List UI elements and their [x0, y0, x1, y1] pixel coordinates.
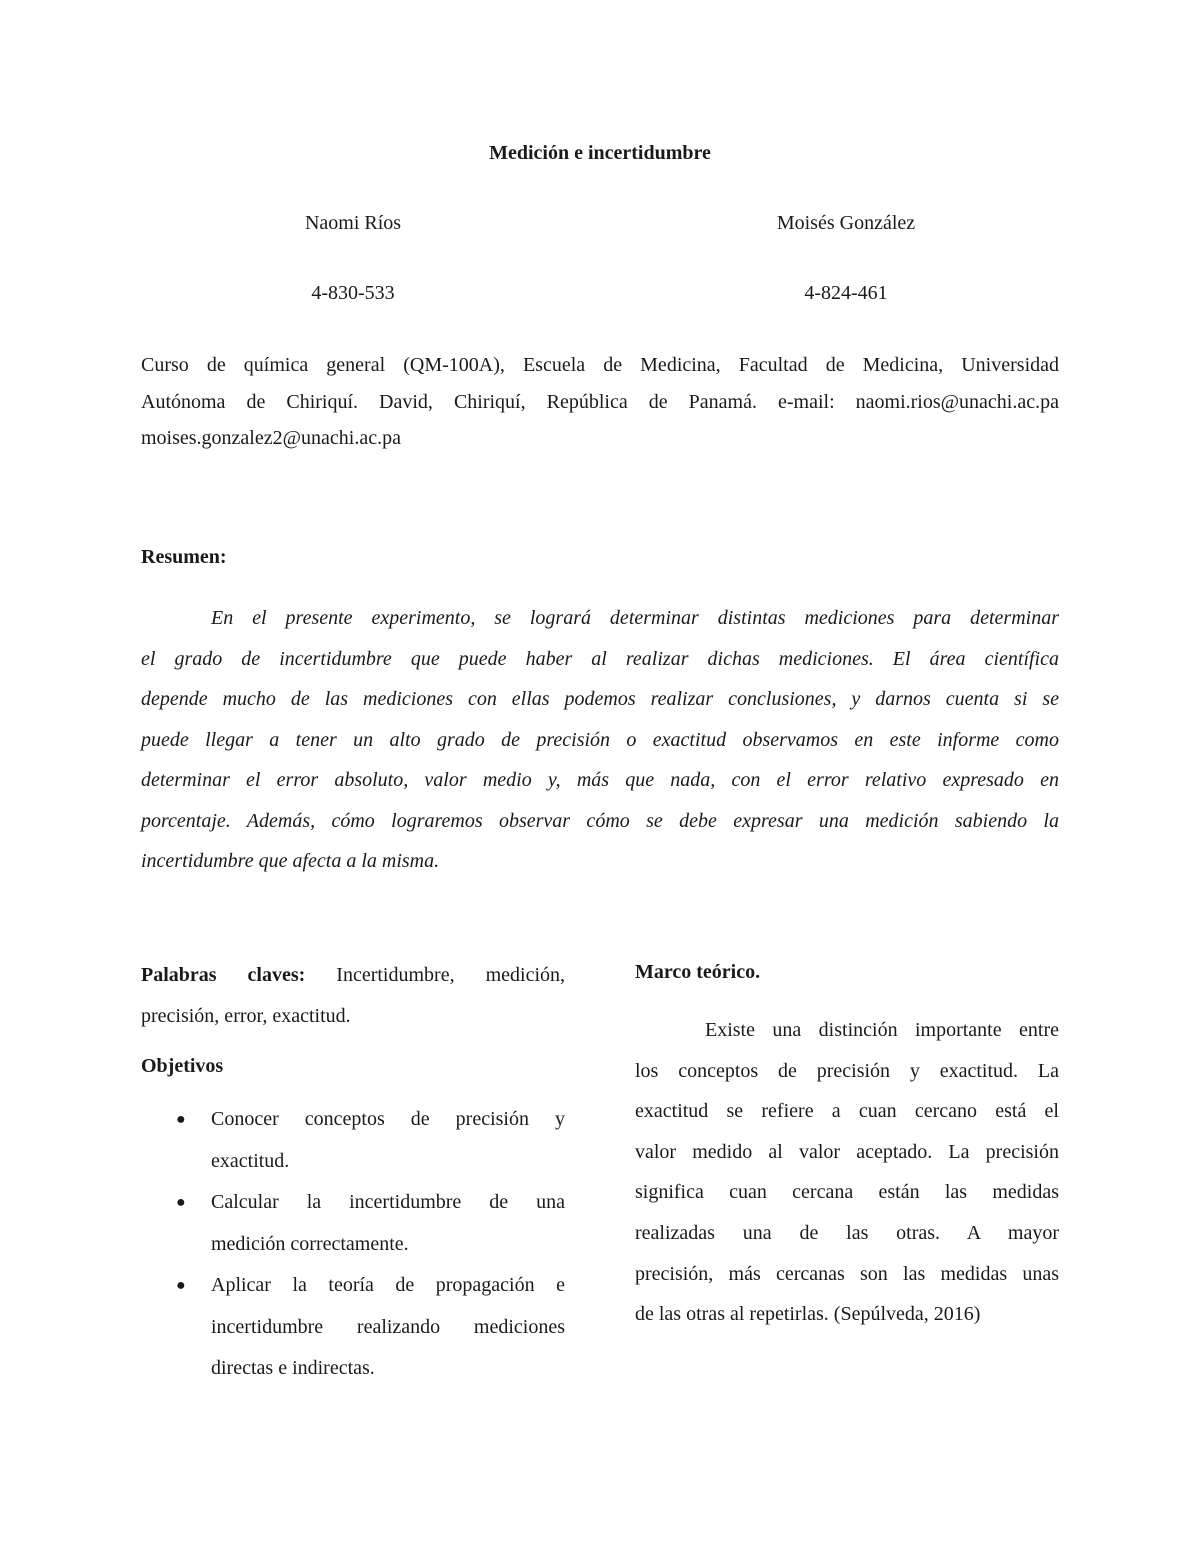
abstract-line: incertidumbre que afecta a la misma. — [141, 850, 440, 872]
marco-line: valor medido al valor aceptado. La precisión — [635, 1140, 1059, 1163]
page-title: Medición e incertidumbre — [489, 142, 711, 164]
abstract-line: determinar el error absoluto, valor medio y, más que nada, con el error relativo expresado en — [141, 769, 1059, 791]
marco-line: los conceptos de precisión y exactitud. La — [635, 1059, 1059, 1082]
objective-line: exactitud. — [211, 1149, 290, 1172]
objectives-heading: Objetivos — [141, 1055, 224, 1077]
marco-line: exactitud se refiere a cuan cercano está el — [635, 1100, 1059, 1123]
right-column — [635, 955, 1059, 1335]
marco-line: precisión, más cercanas son las medidas unas — [635, 1262, 1059, 1285]
keywords-line-2: precisión, error, exactitud. — [141, 1005, 351, 1027]
objective-line: Aplicar la teoría de propagación e — [211, 1274, 565, 1296]
keywords-values: Incertidumbre, medición, — [305, 964, 565, 986]
abstract-line: porcentaje. Además, cómo lograremos observar cómo se debe expresar una medición sabiendo la — [141, 809, 1059, 832]
marco-body — [635, 1010, 1059, 1335]
affiliation-line: Curso de química general (QM-100A), Escuela de Medicina, Facultad de Medicina, Universidad — [141, 354, 1059, 376]
abstract-line: puede llegar a tener un alto grado de precisión o exactitud observamos en este informe como — [141, 728, 1059, 751]
marco-line: Existe una distinción importante entre — [705, 1019, 1059, 1041]
list-item — [141, 1182, 565, 1265]
objective-line: incertidumbre realizando mediciones — [211, 1315, 565, 1338]
keywords-label: Palabras claves: — [141, 964, 306, 986]
affiliation-line: moises.gonzalez2@unachi.ac.pa — [141, 427, 401, 449]
objectives-list — [141, 1099, 565, 1390]
bullet-icon: ● — [176, 1111, 186, 1128]
author-id-1: 4-830-533 — [311, 282, 395, 304]
marco-heading: Marco teórico. — [635, 961, 761, 983]
bullet-icon: ● — [176, 1194, 186, 1211]
author-name-2: Moisés González — [776, 212, 916, 234]
author-id-2: 4-824-461 — [804, 282, 888, 304]
abstract-line: En el presente experimento, se logrará determinar distintas mediciones para determinar — [211, 607, 1059, 629]
affiliation — [141, 347, 1059, 457]
keywords — [141, 955, 565, 1037]
list-item — [141, 1099, 565, 1182]
abstract-heading: Resumen: — [141, 546, 227, 568]
objective-line: directas e indirectas. — [211, 1357, 375, 1379]
objective-line: Conocer conceptos de precisión y — [211, 1108, 565, 1130]
objective-line: Calcular la incertidumbre de una — [211, 1191, 565, 1213]
author-name-1: Naomi Ríos — [304, 212, 402, 234]
abstract-line: el grado de incertidumbre que puede haber al realizar dichas mediciones. El área científica — [141, 647, 1059, 670]
marco-line: realizadas una de las otras. A mayor — [635, 1221, 1059, 1244]
keywords-line — [141, 955, 565, 996]
bullet-icon: ● — [176, 1277, 186, 1294]
abstract-body — [141, 598, 1059, 882]
objective-line: medición correctamente. — [211, 1232, 409, 1255]
marco-line: significa cuan cercana están las medidas — [635, 1181, 1059, 1204]
affiliation-line: Autónoma de Chiriquí. David, Chiriquí, República de Panamá. e-mail: naomi.rios@unachi.ac.pa — [141, 390, 1059, 413]
list-item — [141, 1265, 565, 1390]
left-column — [141, 955, 565, 1390]
abstract-line: depende mucho de las mediciones con ellas podemos realizar conclusiones, y darnos cuenta si se — [141, 688, 1059, 710]
marco-line: de las otras al repetirlas. (Sepúlveda, 2016) — [635, 1303, 981, 1326]
